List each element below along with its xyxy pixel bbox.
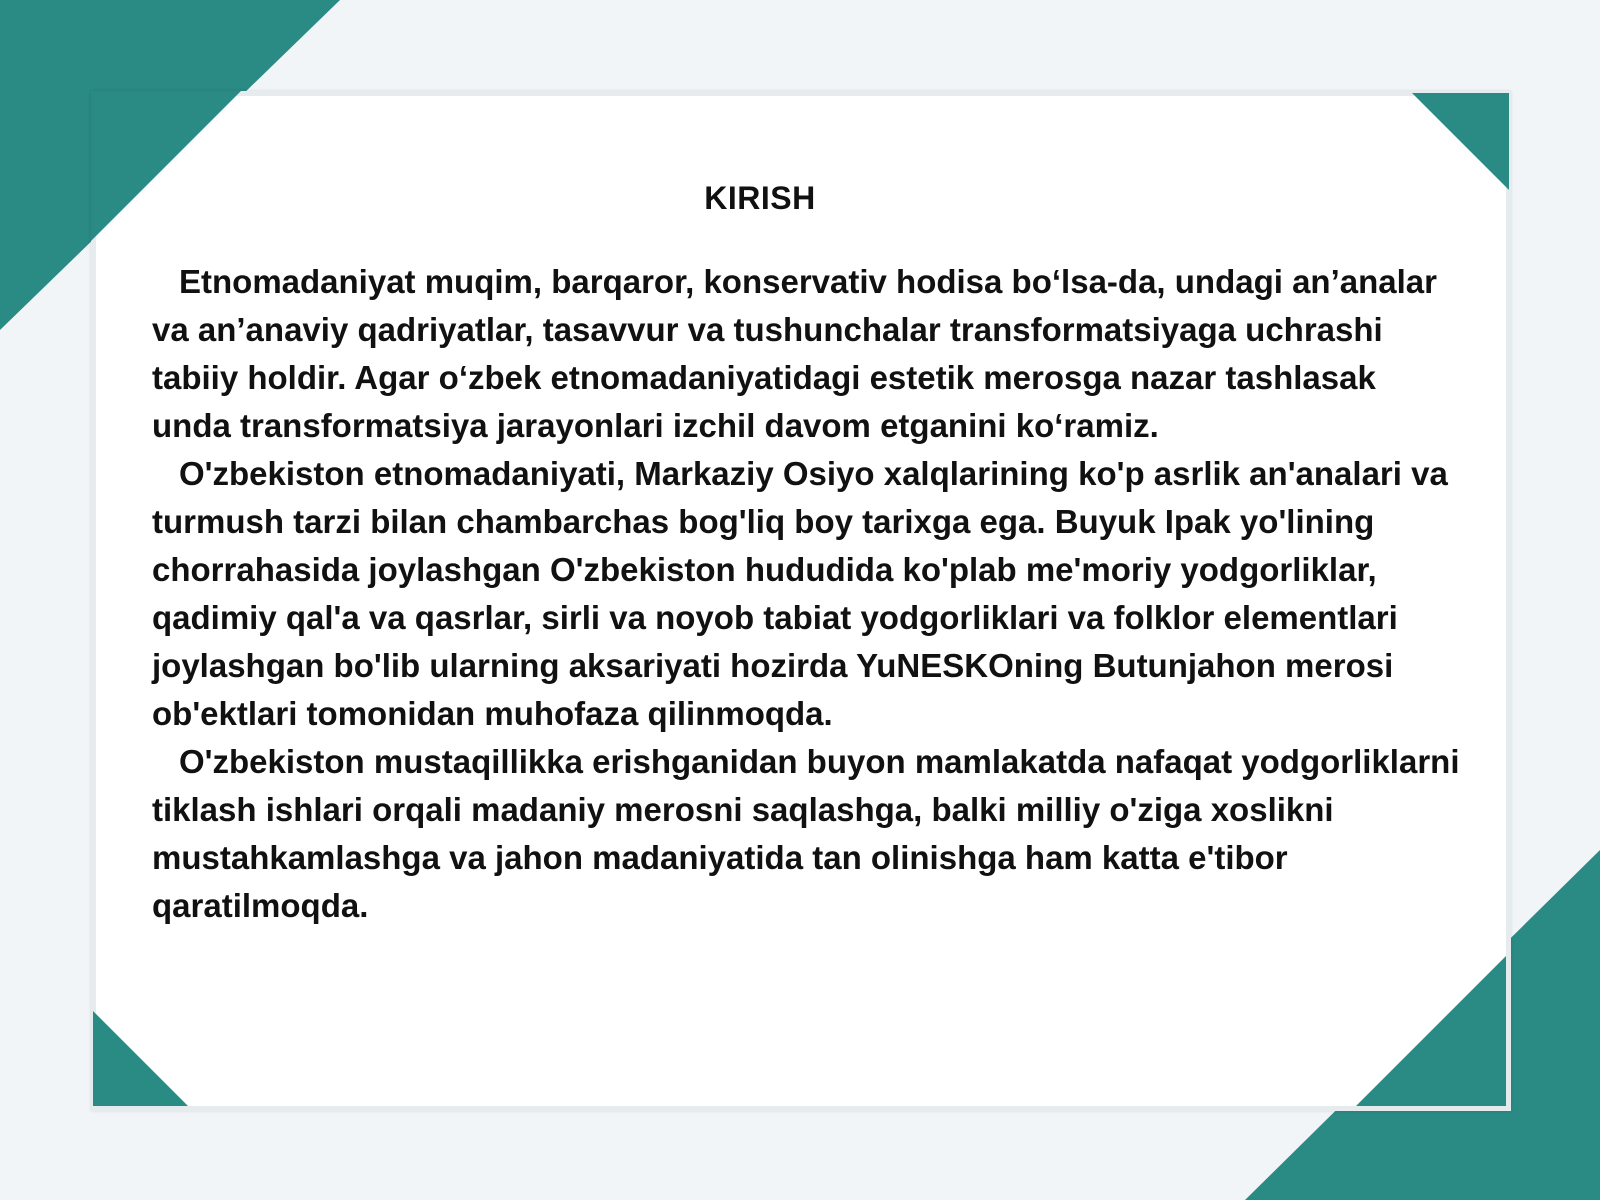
slide-body: [152, 258, 1462, 930]
corner-triangle-bottom-left: [93, 1011, 188, 1106]
paragraph-2: O'zbekiston etnomadaniyati, Markaziy Osiyo xalqlarining ko'p asrlik an'analari va turmush tarzi bilan chambarchas bog'liq boy tarixga ega. Buyuk Ipak yo'lining chorrahasida joylashgan O'zbekiston hududida ko'plab me'moriy yodgorliklar, qadimiy qal'a va qasrlar, sirli va noyob tabiat yodgorliklari va folklor elementlari joylashgan bo'lib ularning aksariyati hozirda YuNESKOning Butunjahon merosi ob'ektlari tomonidan muhofaza qilinmoqda.: [152, 455, 1448, 732]
paragraph-3: O'zbekiston mustaqillikka erishganidan buyon mamlakatda nafaqat yodgorliklarni tiklash ishlari orqali madaniy merosni saqlashga, balki milliy o'ziga xoslikni mustahkamlashga va jahon madaniyatida tan olinishga ham katta e'tibor qaratilmoqda.: [152, 743, 1460, 924]
corner-triangle-top-right: [1412, 93, 1509, 190]
corner-triangle-top-left: [91, 91, 241, 241]
paragraph-1: Etnomadaniyat muqim, barqaror, konservativ hodisa bo‘lsa-da, undagi an’analar va an’anaviy qadriyatlar, tasavvur va tushunchalar transformatsiyaga uchrashi tabiiy holdir. Agar o‘zbek etnomadaniyatidagi estetik merosga nazar tashlasak unda transformatsiya jarayonlari izchil davom etganini ko‘ramiz.: [152, 263, 1437, 444]
slide-title: KIRISH: [704, 180, 816, 216]
corner-triangle-bottom-right: [1356, 956, 1506, 1106]
